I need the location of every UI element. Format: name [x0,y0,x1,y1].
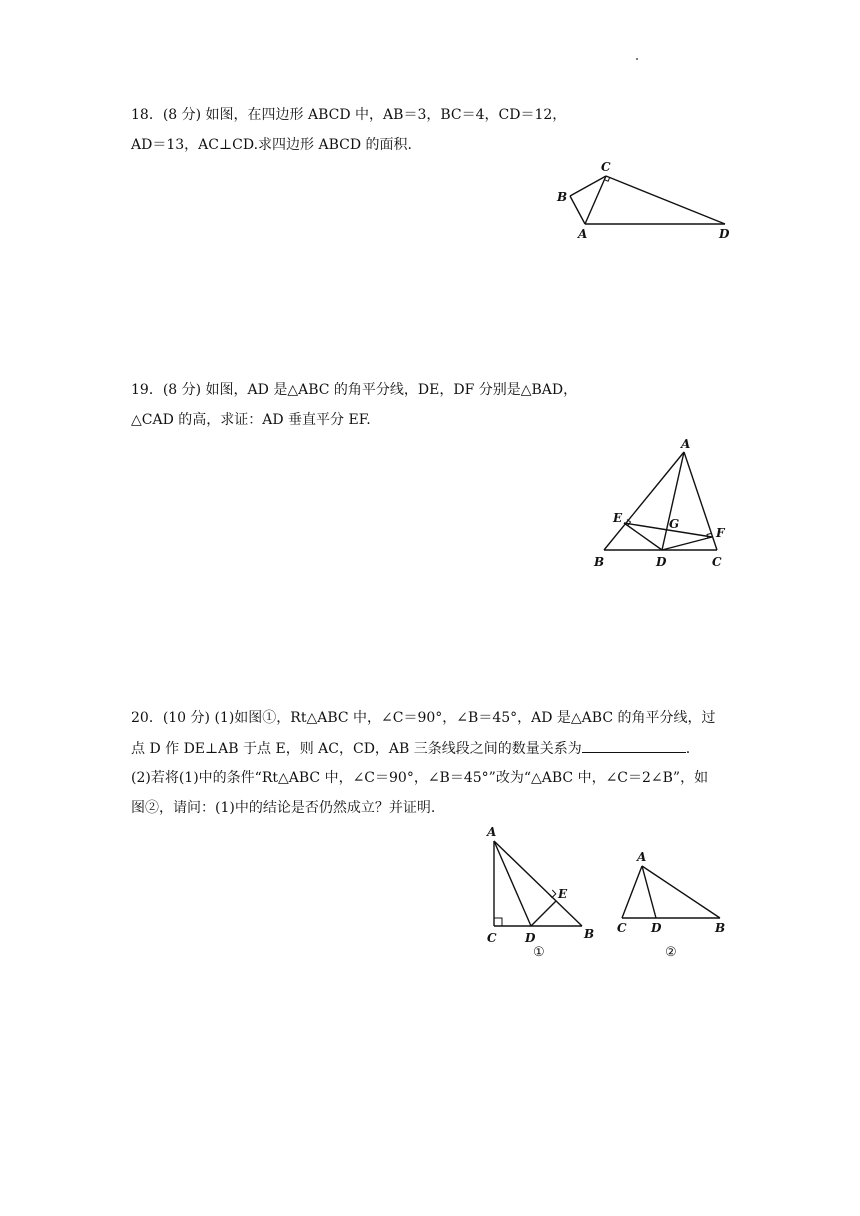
fig20b-label-a: A [637,850,647,864]
fig20b-label-c: C [617,921,627,935]
fig18-label-a: A [578,227,588,241]
fig18-label-d: D [719,227,730,241]
fig20a-label-d: D [525,931,536,945]
problem-19-line-2: △CAD 的高，求证：AD 垂直平分 EF. [131,412,371,428]
fig20b-edge-ad [642,866,656,918]
fig20a-label-b: B [584,927,595,941]
fig19-edge-df [662,537,712,550]
fig20a-edge-ab [494,841,582,926]
problem-20-line-2-end: . [685,741,691,757]
fig18-right-angle-mark [604,178,609,182]
fig18-edge-ac [585,176,606,224]
problem-18-line-2: AD＝13，AC⊥CD.求四边形 ABCD 的面积. [131,137,412,153]
fig19-label-b: B [594,555,605,569]
fig20a-caption: ① [533,945,545,960]
fig20b-label-d: D [651,921,662,935]
fig19-right-angle-e [627,520,631,527]
page-dot [636,58,638,60]
fig20a-edge-ad [494,841,531,926]
fig18-label-b: B [557,190,568,204]
fig18-edge-ab [570,196,585,224]
fig19-edge-ad [662,452,684,550]
fig20b-edge-ab [642,866,720,918]
fig20a-label-a: A [487,825,497,839]
fig19-edge-ac [684,452,717,550]
fig19-right-angle-f [707,534,711,539]
fig20b-label-b: B [715,921,726,935]
fig20a-right-angle-c [494,918,502,926]
problem-20-line-3: (2)若将(1)中的条件“Rt△ABC 中，∠C＝90°，∠B＝45°”改为“△ABC 中，∠C＝2∠B”，如 [131,770,709,786]
fig19-label-d: D [656,555,667,569]
fig19-edge-de [624,523,662,550]
problem-20-line-2-text: 点 D 作 DE⊥AB 于点 E，则 AC，CD，AB 三条线段之间的数量关系为 [131,741,582,757]
fig20a-label-c: C [487,931,497,945]
fig19-edge-ab [604,452,684,550]
fig20b-edge-ac [622,866,642,918]
fig19-label-g: G [669,517,680,531]
problem-20-line-1: 20．(10 分) (1)如图①，Rt△ABC 中，∠C＝90°，∠B＝45°，AD 是△ABC 的角平分线，过 [131,710,716,726]
problem-20-line-2 [131,738,690,759]
fig18-edge-cd [606,176,725,224]
problem-18-line-1: 18．(8 分) 如图，在四边形 ABCD 中，AB＝3，BC＝4，CD＝12， [131,107,567,123]
fig18-label-c: C [601,160,611,174]
fig20a-label-e: E [558,887,568,901]
fig20b-caption: ② [665,945,677,960]
fig19-label-e: E [613,511,623,525]
fig19-label-c: C [712,555,722,569]
problem-19-line-1: 19．(8 分) 如图，AD 是△ABC 的角平分线，DE，DF 分别是△BAD， [131,382,578,398]
fig19-label-a: A [681,437,691,451]
fig19-edge-ef [624,523,712,537]
fig18-edge-bc [570,176,606,196]
problem-20-line-4: 图②，请问：(1)中的结论是否仍然成立？并证明. [131,800,436,816]
fig19-label-f: F [716,526,725,540]
answer-blank[interactable] [582,738,686,753]
fig20a-right-angle-e [549,890,556,898]
fig20a-edge-de [531,901,556,926]
